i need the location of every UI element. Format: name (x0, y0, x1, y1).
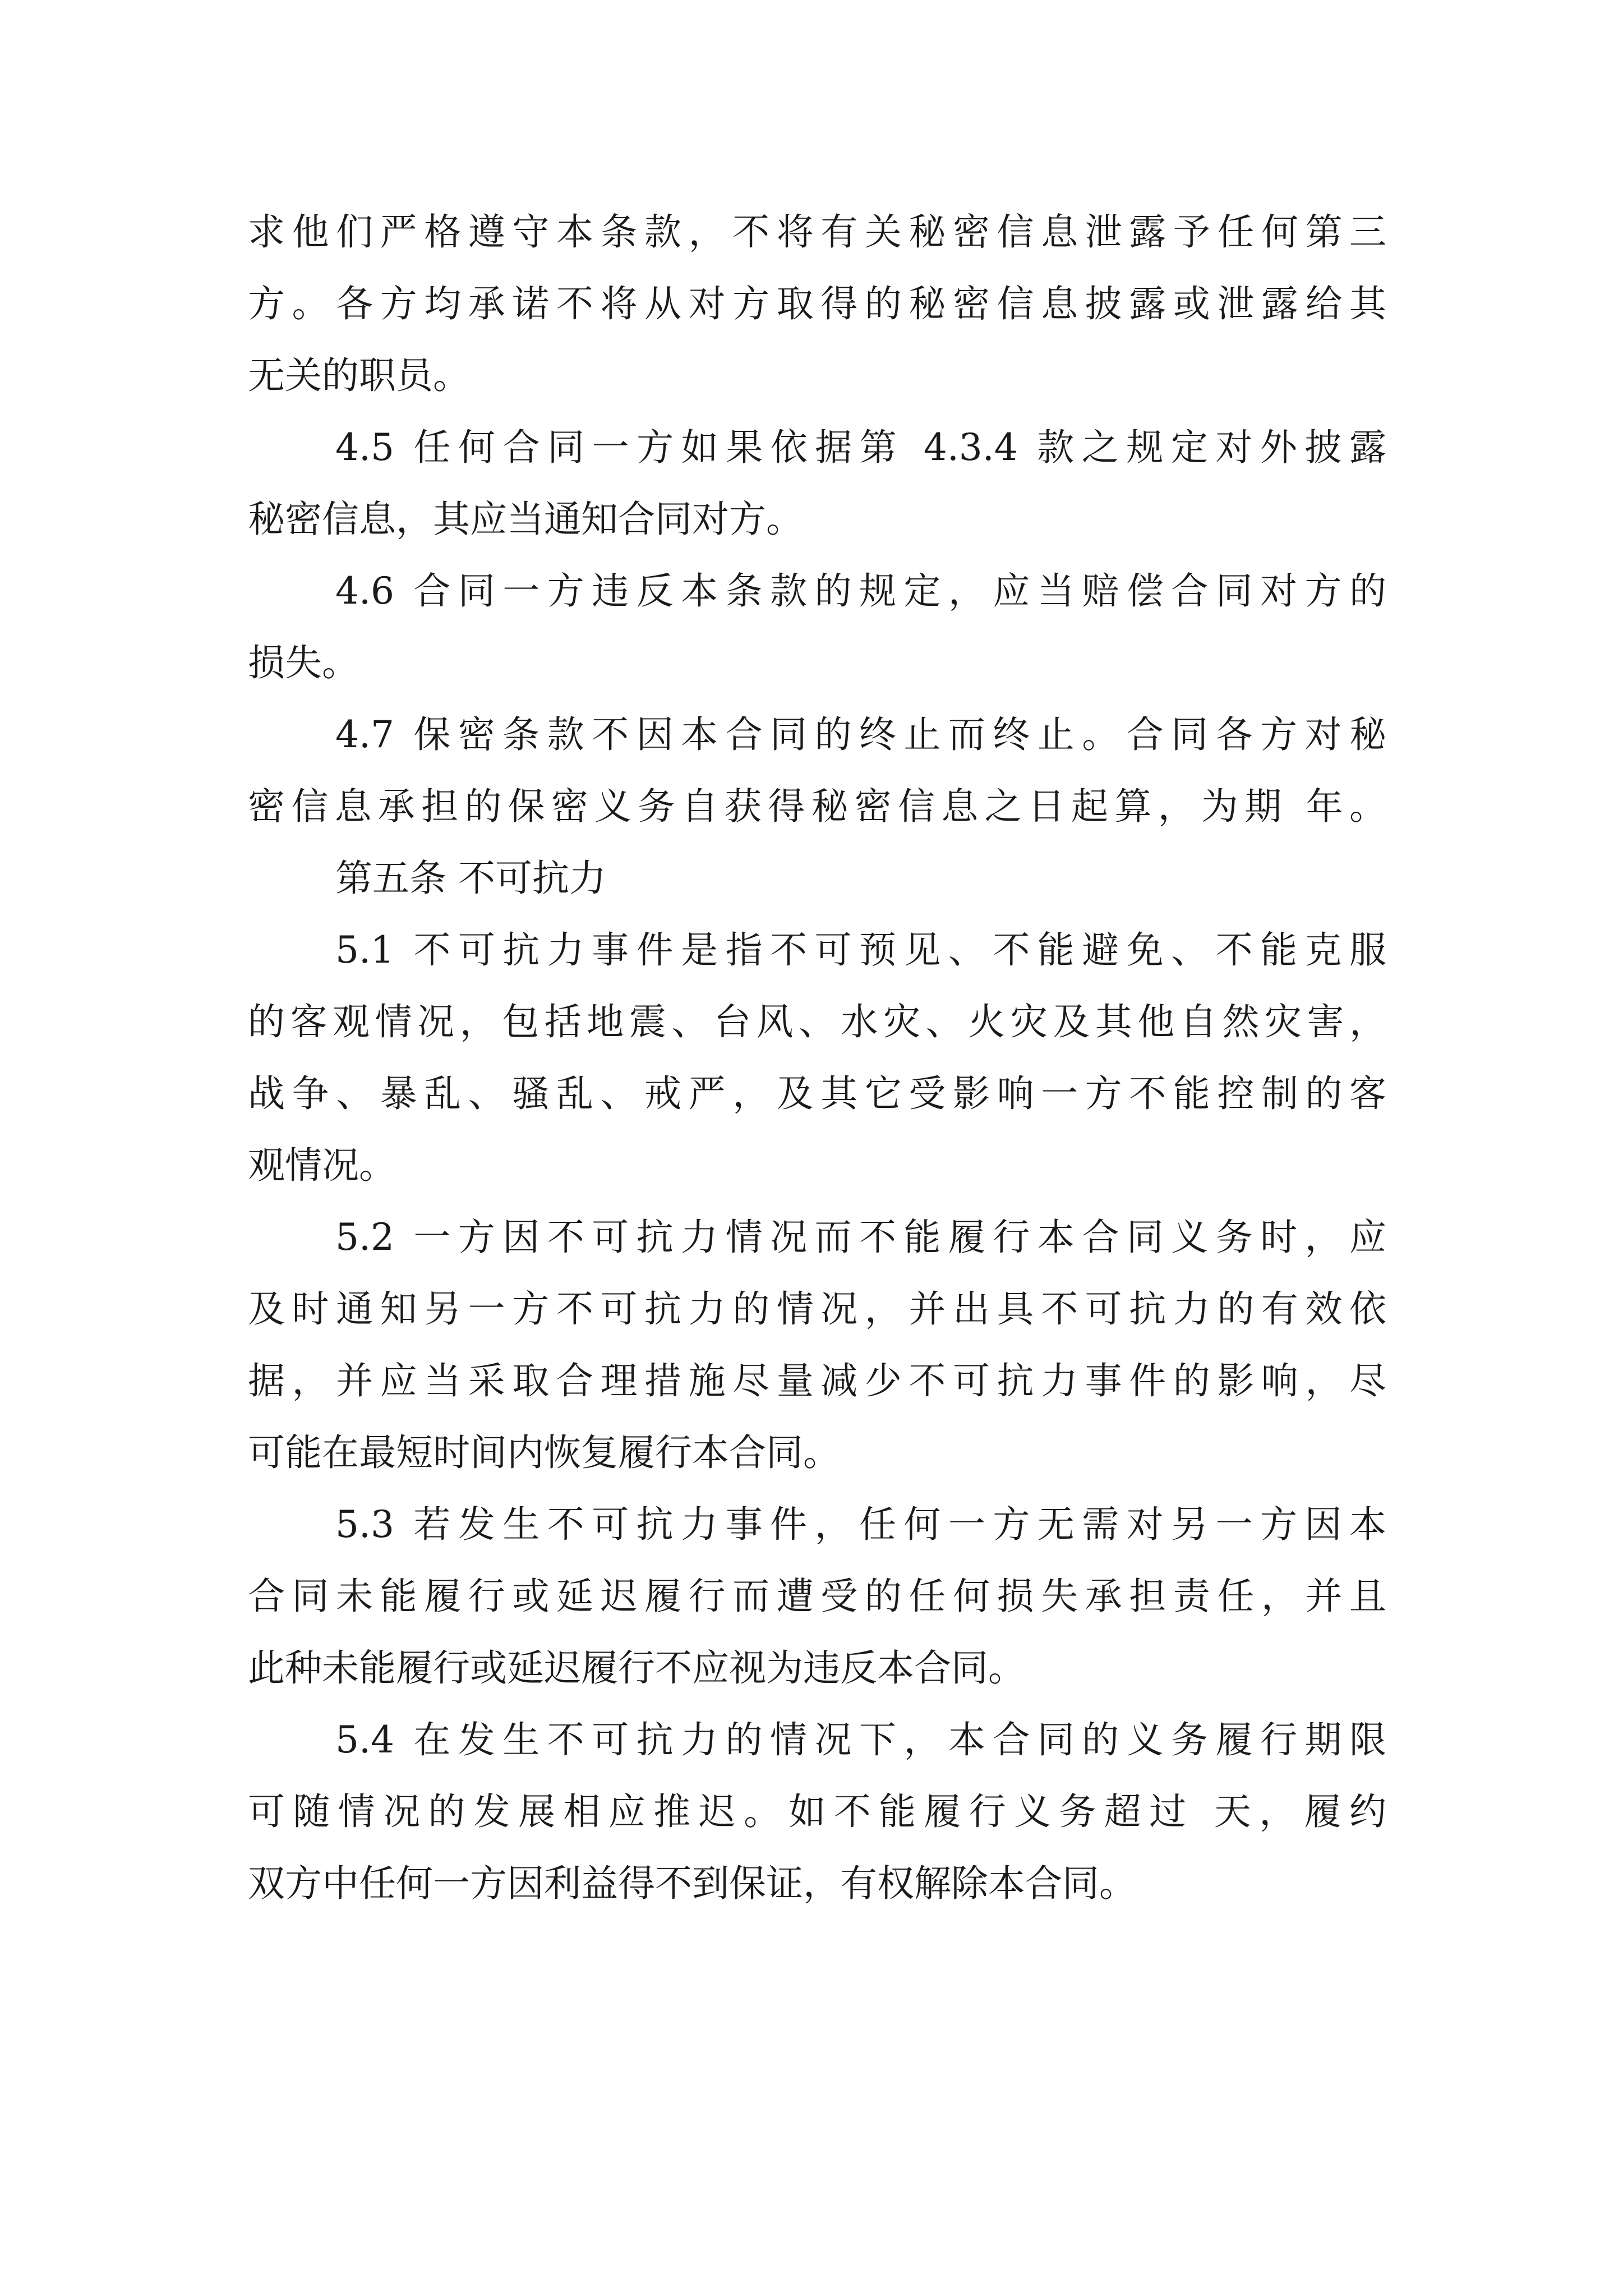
text-line: 据，并应当采取合理措施尽量减少不可抗力事件的影响，尽 (248, 1359, 1386, 1402)
text-line: 5.1 不可抗力事件是指不可预见、不能避免、不能克服 (335, 928, 1386, 972)
text-line: 的客观情况，包括地震、台风、水灾、火灾及其他自然灾害， (248, 1000, 1386, 1043)
text-line: 无关的职员。 (248, 354, 470, 397)
text-line: 损失。 (248, 641, 359, 684)
text-line: 战争、暴乱、骚乱、戒严，及其它受影响一方不能控制的客 (248, 1072, 1386, 1115)
text-line: 密信息承担的保密义务自获得秘密信息之日起算，为期 年。 (248, 785, 1386, 828)
text-line: 求他们严格遵守本条款，不将有关秘密信息泄露予任何第三 (248, 210, 1386, 254)
text-line: 4.7 保密条款不因本合同的终止而终止。合同各方对秘 (335, 713, 1386, 756)
text-line: 方。各方均承诺不将从对方取得的秘密信息披露或泄露给其 (248, 282, 1386, 325)
text-line: 此种未能履行或延迟履行不应视为违反本合同。 (248, 1646, 1025, 1690)
text-line: 及时通知另一方不可抗力的情况，并出具不可抗力的有效依 (248, 1287, 1386, 1331)
text-line: 合同未能履行或延迟履行而遭受的任何损失承担责任，并且 (248, 1575, 1386, 1618)
section-heading: 第五条 不可抗力 (335, 857, 606, 900)
text-line: 5.2 一方因不可抗力情况而不能履行本合同义务时，应 (335, 1216, 1386, 1259)
text-line: 4.5 任何合同一方如果依据第 4.3.4 款之规定对外披露 (335, 426, 1386, 469)
text-line: 双方中任何一方因利益得不到保证，有权解除本合同。 (248, 1862, 1136, 1905)
text-line: 可能在最短时间内恢复履行本合同。 (248, 1431, 840, 1474)
text-line: 5.3 若发生不可抗力事件，任何一方无需对另一方因本 (335, 1503, 1386, 1546)
text-line: 4.6 合同一方违反本条款的规定，应当赔偿合同对方的 (335, 569, 1386, 613)
text-line: 可随情况的发展相应推迟。如不能履行义务超过 天，履约 (248, 1790, 1386, 1833)
text-line: 观情况。 (248, 1144, 396, 1187)
text-line: 5.4 在发生不可抗力的情况下，本合同的义务履行期限 (335, 1718, 1386, 1761)
text-line: 秘密信息，其应当通知合同对方。 (248, 498, 803, 541)
